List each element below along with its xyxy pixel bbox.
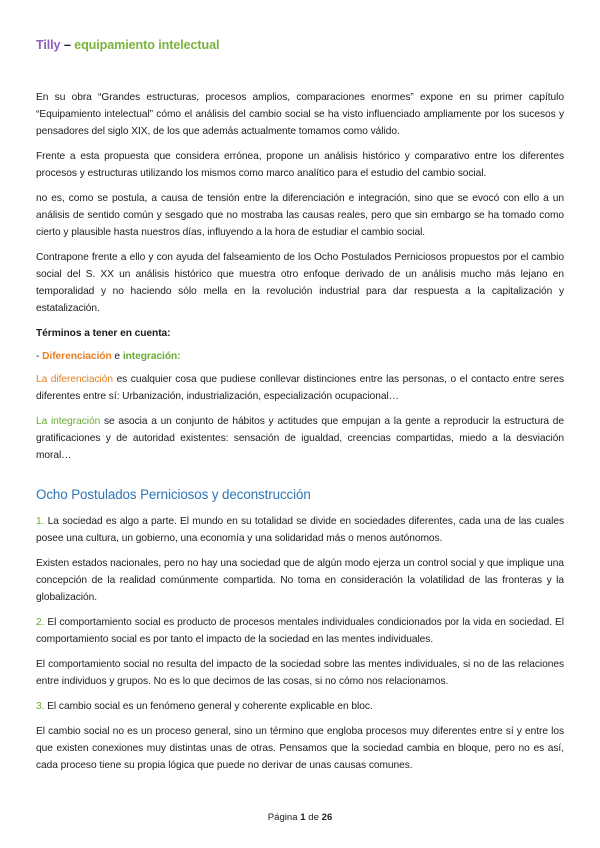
postulate-text: El cambio social es un fenómeno general y coherente explicable en bloc. (44, 701, 373, 712)
definition-integracion (36, 413, 564, 464)
postulate-text: La sociedad es algo a parte. El mundo en su totalidad se divide en sociedades diferentes, cada una de las cuales posee una cultura, un gobierno, una economía y una solidaridad más o menos autónomos. (36, 516, 564, 544)
postulate-deconstruction: El comportamiento social no resulta del impacto de la sociedad sobre las mentes individuales, si no de las relaciones entre individuos y grupos. No es lo que decimos de las cosas, si no cómo nos relacionamos. (36, 659, 564, 687)
definition-term: La diferenciación (36, 374, 113, 385)
paragraph-proposal: Frente a esta propuesta que considera errónea, propone un análisis histórico y comparativo entre los diferentes procesos y estructuras utilizando los mismos como marco analítico para el estudio del cambio social. (36, 151, 564, 179)
postulate-number: 2. (36, 617, 45, 628)
term-integracion: integración: (122, 351, 181, 362)
definition-diferenciacion (36, 371, 564, 405)
paragraph-tension: no es, como se postula, a causa de tensión entre la diferenciación e integración, sino que se evocó con ello a un análisis de sentido común y sesgado que no mostraba las causas reales, pero que sin embargo se ha tomado como cierto y plausible hasta nuestros días, influyendo a la hora de estudiar el cambio social. (36, 193, 564, 238)
page-footer (0, 812, 600, 823)
postulate-item (36, 513, 564, 547)
postulate-item (36, 698, 564, 715)
section-heading: Ocho Postulados Perniciosos y deconstrucción (36, 487, 311, 502)
postulate-item (36, 614, 564, 648)
terms-heading: Términos a tener en cuenta: (36, 328, 171, 339)
term-connector: e (111, 351, 123, 362)
title-text: equipamiento intelectual (74, 38, 220, 52)
definition-text: es cualquier cosa que pudiese conllevar distinciones entre las personas, o el contacto entre seres diferentes entre sí: Urbanización, industrialización, especialización ocupacional… (36, 374, 564, 402)
definition-term: La integración (36, 416, 101, 427)
of-label: de (305, 812, 322, 823)
page-label: Página (267, 812, 301, 823)
terms-bullet (36, 348, 564, 365)
postulate-deconstruction: El cambio social no es un proceso general, sino un término que engloba procesos muy diferentes entre sí y entre los que existen conexiones muy distintas unas de otras. Pensamos que la sociedad cambia en bloque, pero no es así, cada proceso tiene su propia lógica que puede no derivar de unas causas comunes. (36, 726, 564, 771)
page-title (36, 38, 219, 52)
postulate-number: 1. (36, 516, 45, 527)
document-body (36, 89, 564, 782)
term-diferenciacion: Diferenciación (42, 351, 112, 362)
paragraph-intro: En su obra “Grandes estructuras, procesos amplios, comparaciones enormes” expone en su primer capítulo “Equipamiento intelectual” cómo el análisis del cambio social se ha visto influenciado ampliamente por los sucesos y pensadores del siglo XIX, de los que además actualmente tomamos como válido. (36, 92, 564, 137)
postulate-number: 3. (36, 701, 45, 712)
postulate-text: El comportamiento social es producto de procesos mentales individuales condicionados por la vida en sociedad. El comportamiento social es por tanto el impacto de la sociedad en las mentes individuales. (36, 617, 564, 645)
title-separator: – (60, 38, 75, 52)
total-pages: 26 (321, 812, 333, 823)
bullet-prefix: - (36, 351, 43, 362)
paragraph-counterpoint: Contrapone frente a ello y con ayuda del falseamiento de los Ocho Postulados Perniciosos propuestos por el cambio social del S. XX un análisis histórico que muestra otro enfoque derivado de un análisis mucho más lejano en temporalidad y no haciendo sólo mella en la revolución industrial para dar respuesta a la capitalización y estatalización. (36, 252, 564, 314)
postulate-deconstruction: Existen estados nacionales, pero no hay una sociedad que de algún modo ejerza un control social y que implique una concepción de la realidad comúnmente compartida. No toma en consideración la volatilidad de las fronteras y la globalización. (36, 558, 564, 603)
definition-text: se asocia a un conjunto de hábitos y actitudes que empujan a la gente a reproducir la estructura de gratificaciones y de autoridad existentes: sensación de igualdad, creencias compartidas, miedo a la desviación moral… (36, 416, 564, 461)
title-author: Tilly (36, 38, 61, 52)
page-number: 1 (300, 812, 306, 823)
